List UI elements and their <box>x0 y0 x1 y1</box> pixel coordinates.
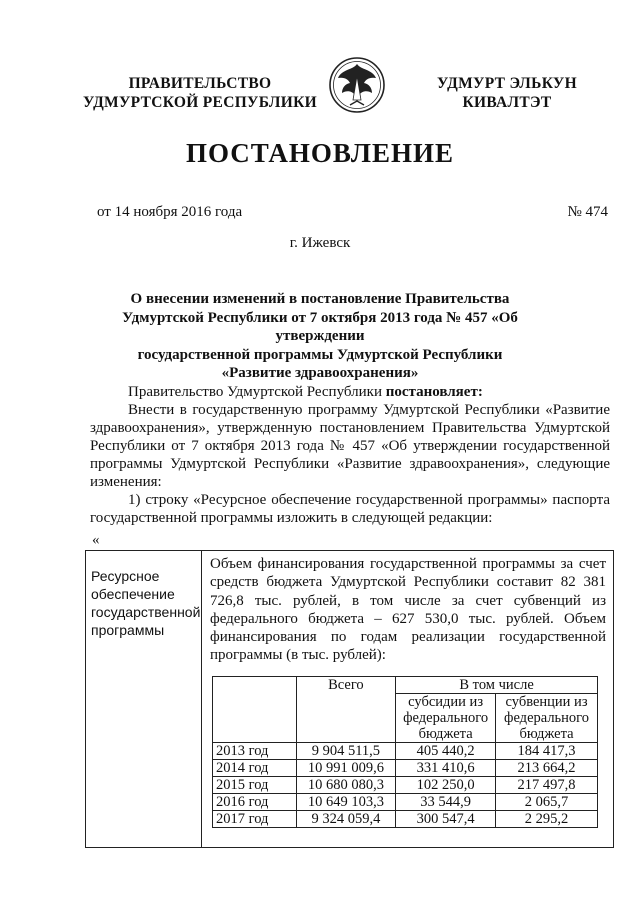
header-ru <box>80 74 320 112</box>
header-total: Всего <box>296 677 396 743</box>
table-row-label <box>91 567 199 639</box>
cell-subsidies: 102 250,0 <box>396 777 496 794</box>
header-subventions <box>496 694 598 743</box>
cell-subventions: 213 664,2 <box>496 760 598 777</box>
document-city: г. Ижевск <box>289 235 351 251</box>
row-label-line3: государственной <box>91 604 201 620</box>
header-subsidies-l2: федерального <box>403 710 489 726</box>
subject-line2: Удмуртской Республики от 7 октября 2013 года № 457 «Об утверждении <box>122 309 518 344</box>
coat-of-arms-icon <box>328 56 386 114</box>
table-row <box>213 760 598 777</box>
cell-year: 2017 год <box>213 811 297 828</box>
table-row <box>213 777 598 794</box>
cell-subsidies: 300 547,4 <box>396 811 496 828</box>
header-udm <box>418 74 596 112</box>
body-paragraph-3: 1) строку «Ресурсное обеспечение государственной программы» паспорта государственной программы изложить в следующей редакции: <box>90 492 610 526</box>
cell-year: 2013 год <box>213 743 297 760</box>
table-header-row <box>213 677 598 694</box>
document-number: № 474 <box>567 204 608 220</box>
cell-subventions: 2 065,7 <box>496 794 598 811</box>
header-udm-line1: УДМУРТ ЭЛЬКУН <box>437 75 577 92</box>
table-row <box>213 794 598 811</box>
row-label-line1: Ресурсное <box>91 568 160 584</box>
cell-total: 9 904 511,5 <box>296 743 396 760</box>
cell-subsidies: 331 410,6 <box>396 760 496 777</box>
cell-subventions: 2 295,2 <box>496 811 598 828</box>
body-paragraph-2: Внести в государственную программу Удмуртской Республики «Развитие здравоохранения», утвержденную постановлением Правительства Удмуртской Республики от 7 октября 2013 года № 457 «Об утверждении государственной программы Удмуртской Республики «Развитие здравоохранения», следующие изменения: <box>90 402 610 490</box>
header-udm-line2: КИВАЛТЭТ <box>462 94 552 111</box>
table-row <box>213 743 598 760</box>
header-subsidies-l3: бюджета <box>418 726 473 742</box>
cell-year: 2015 год <box>213 777 297 794</box>
body-paragraph-1 <box>90 383 610 401</box>
funding-by-year-table <box>212 676 598 828</box>
header-subventions-l2: федерального <box>504 710 590 726</box>
subject-line3: государственной программы Удмуртской Республики <box>137 346 503 363</box>
table-row <box>213 811 598 828</box>
body-p1-bold: постановляет: <box>385 384 483 400</box>
subject-line4: «Развитие здравоохранения» <box>221 365 419 381</box>
header-ru-line1: ПРАВИТЕЛЬСТВО <box>128 75 272 92</box>
header-ru-line2: УДМУРТСКОЙ РЕСПУБЛИКИ <box>82 94 317 111</box>
row-label-line2: обеспечение <box>91 586 175 602</box>
body-p1-text: Правительство Удмуртской Республики <box>128 384 386 400</box>
header-subventions-l1: субвенции из <box>505 694 588 710</box>
funding-description: Объем финансирования государственной программы за счет средств бюджета Удмуртской Республики составит 82 381 726,8 тыс. рублей, в том числе за счет субвенций из федерального бюджета – 627 530,0 тыс. рублей. Объем финансирования по годам реализации государственной программы (в тыс. рублей): <box>210 556 606 664</box>
cell-total: 9 324 059,4 <box>296 811 396 828</box>
cell-total: 10 649 103,3 <box>296 794 396 811</box>
cell-total: 10 680 080,3 <box>296 777 396 794</box>
cell-subsidies: 405 440,2 <box>396 743 496 760</box>
document-body <box>90 383 610 527</box>
header-including: В том числе <box>396 677 598 694</box>
opening-quote: « <box>92 532 100 548</box>
cell-total: 10 991 009,6 <box>296 760 396 777</box>
cell-subsidies: 33 544,9 <box>396 794 496 811</box>
cell-year: 2016 год <box>213 794 297 811</box>
document-subject <box>80 290 560 383</box>
header-subventions-l3: бюджета <box>519 726 574 742</box>
document-title: ПОСТАНОВЛЕНИЕ <box>185 138 455 168</box>
header-subsidies-l1: субсидии из <box>408 694 484 710</box>
table-divider <box>201 551 202 847</box>
header-subsidies <box>396 694 496 743</box>
document-date: от 14 ноября 2016 года <box>97 204 243 220</box>
cell-subventions: 184 417,3 <box>496 743 598 760</box>
header-empty-cell <box>213 677 297 743</box>
row-label-line4: программы <box>91 622 165 638</box>
subject-line1: О внесении изменений в постановление Правительства <box>130 291 510 307</box>
cell-year: 2014 год <box>213 760 297 777</box>
cell-subventions: 217 497,8 <box>496 777 598 794</box>
